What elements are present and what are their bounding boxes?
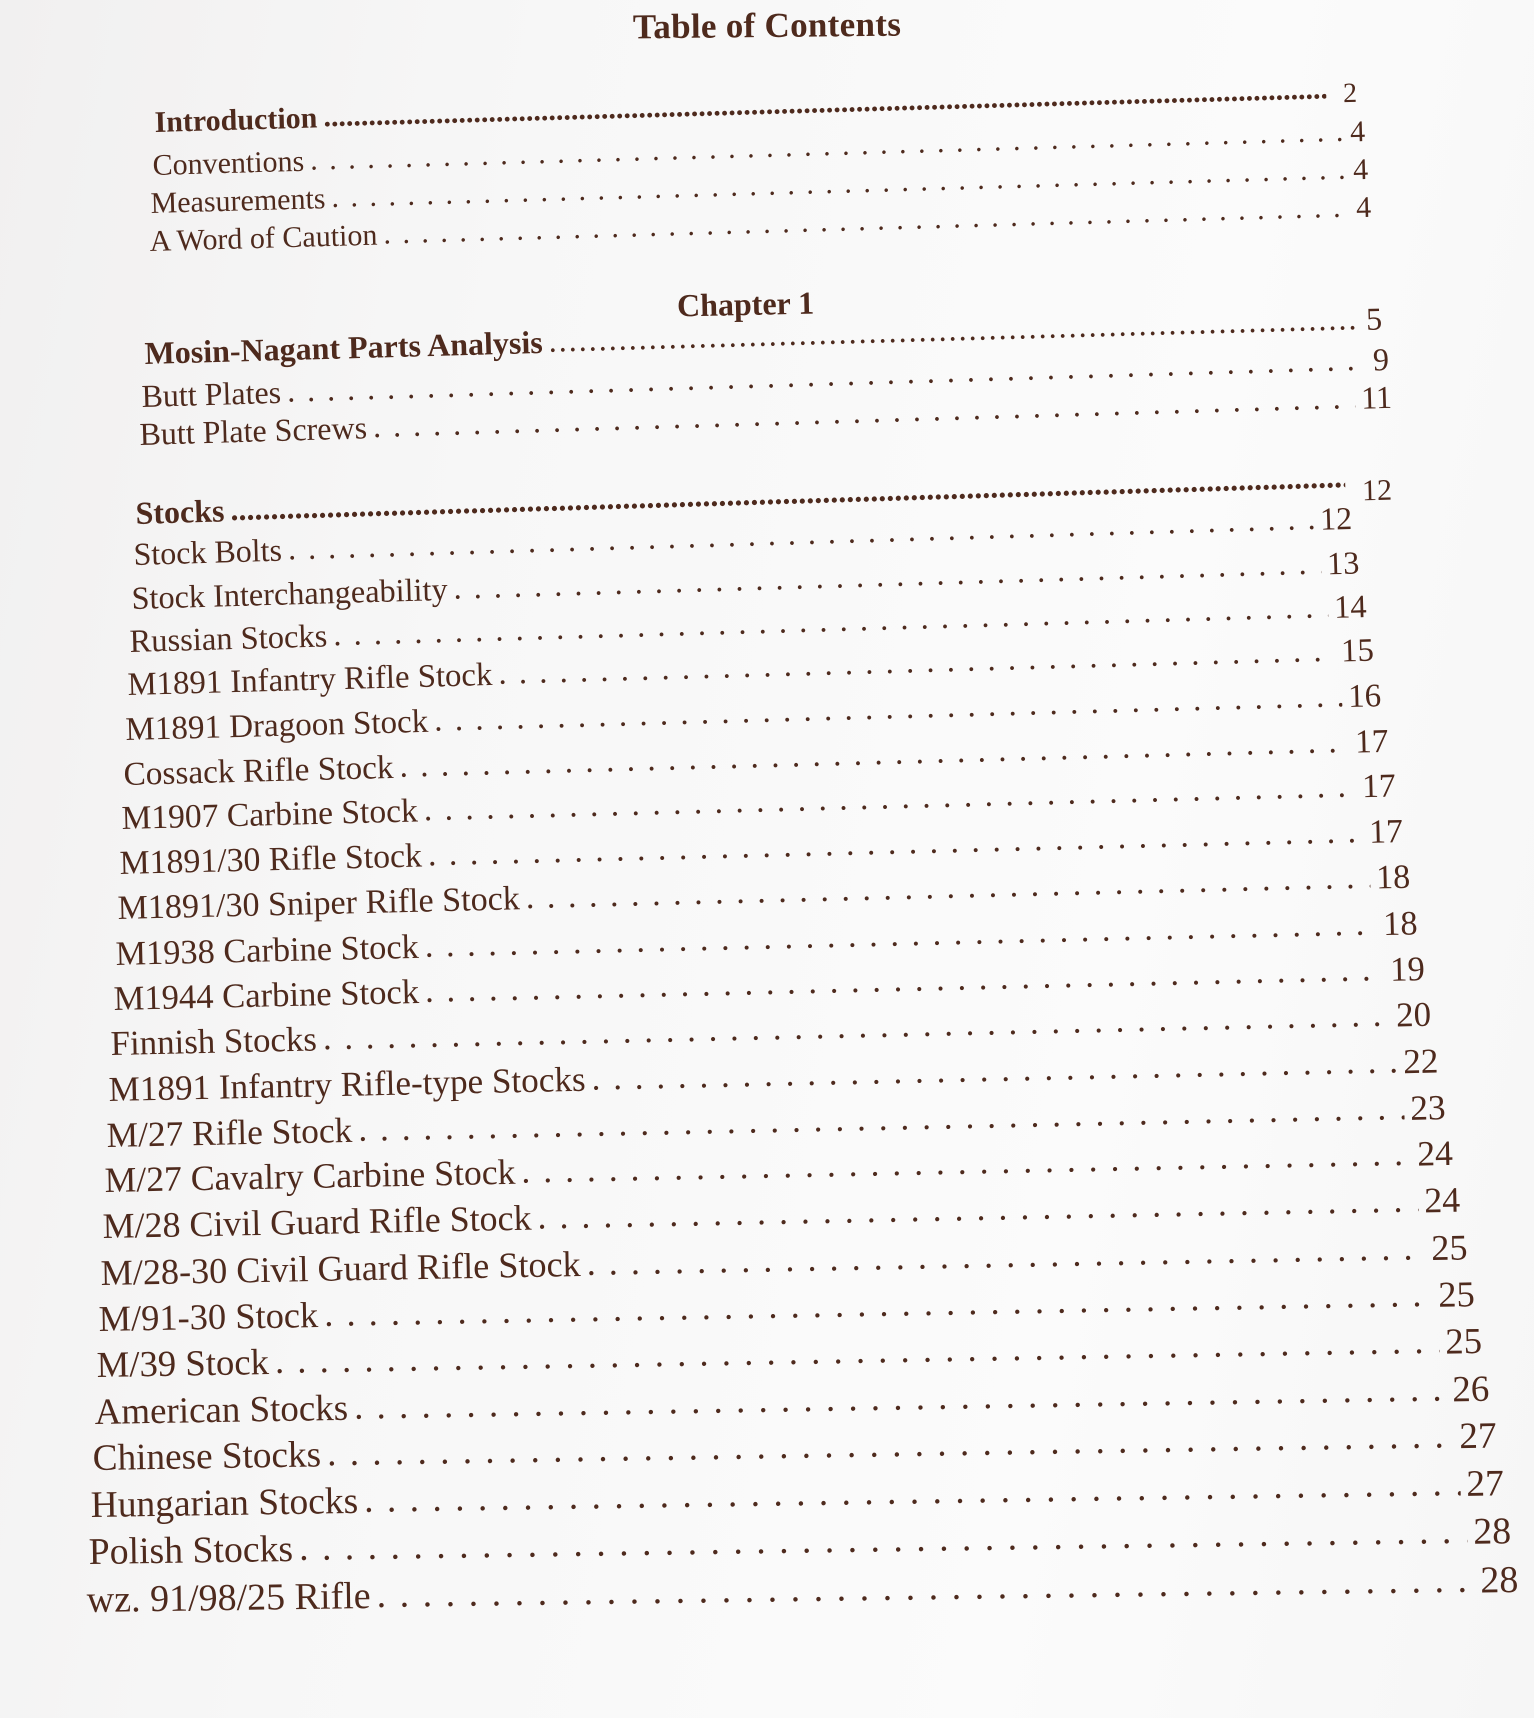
- introduction-page-number: 2: [1342, 77, 1358, 110]
- entry-page-number: 22: [1403, 1041, 1440, 1082]
- entry-label: M1891/30 Rifle Stock: [118, 837, 423, 882]
- entry-label: American Stocks: [94, 1386, 349, 1432]
- toc-entry: [86, 1558, 1519, 1621]
- entry-page-number: 14: [1333, 588, 1367, 626]
- dot-leader: [327, 1417, 1454, 1472]
- chapter-label: Chapter 1: [676, 284, 815, 324]
- entry-label: M1891 Dragoon Stock: [124, 703, 429, 748]
- entry-page-number: 23: [1410, 1086, 1447, 1128]
- entry-page-number: 27: [1458, 1415, 1497, 1458]
- entry-page-number: 4: [1349, 115, 1366, 149]
- entry-page-number: 27: [1465, 1463, 1505, 1505]
- entry-label: M/27 Cavalry Carbine Stock: [104, 1151, 517, 1201]
- entry-page-number: 25: [1438, 1274, 1476, 1315]
- entry-page-number: 12: [1319, 499, 1353, 537]
- entry-page-number: 17: [1354, 722, 1389, 761]
- entry-page-number: 28: [1479, 1558, 1519, 1602]
- entry-label: Polish Stocks: [88, 1527, 294, 1573]
- entry-label: Hungarian Stocks: [90, 1480, 359, 1526]
- dot-leader: [364, 1465, 1461, 1519]
- heading-page-number: 5: [1365, 300, 1383, 337]
- stocks-page-number: 12: [1361, 473, 1393, 508]
- dot-leader: [354, 1370, 1447, 1425]
- page-title: Table of Contents: [632, 4, 902, 47]
- entry-page-number: 28: [1472, 1509, 1512, 1553]
- dot-leader: [592, 1043, 1398, 1095]
- entry-label: A Word of Caution: [149, 218, 378, 258]
- entry-page-number: 19: [1389, 949, 1425, 989]
- entry-label: Finnish Stocks: [110, 1019, 318, 1063]
- dot-leader: [275, 1323, 1440, 1380]
- entry-label: M/27 Rifle Stock: [106, 1109, 353, 1155]
- entry-page-number: 24: [1417, 1133, 1454, 1174]
- entry-page-number: 4: [1352, 153, 1369, 187]
- entry-page-number: 26: [1452, 1367, 1490, 1410]
- entry-label: Cossack Rifle Stock: [122, 748, 394, 793]
- entry-label: Measurements: [150, 182, 326, 220]
- entry-label: M1891/30 Sniper Rifle Stock: [116, 879, 520, 927]
- dot-leader: [525, 860, 1370, 915]
- entry-page-number: 18: [1375, 858, 1411, 897]
- entry-label: M1891 Infantry Rifle-type Stocks: [108, 1059, 587, 1110]
- entry-label: M/91-30 Stock: [98, 1295, 319, 1340]
- entry-page-number: 16: [1347, 677, 1382, 715]
- entry-label: Stock Interchangeability: [130, 570, 448, 616]
- heading-label: Stocks: [134, 492, 225, 531]
- entry-page-number: 15: [1340, 633, 1375, 670]
- entry-label: Russian Stocks: [128, 617, 328, 660]
- dot-leader: [376, 1560, 1474, 1613]
- entry-label: M1944 Carbine Stock: [112, 972, 420, 1018]
- entry-label: Stock Bolts: [132, 531, 283, 572]
- entry-label: M1938 Carbine Stock: [114, 927, 419, 973]
- entry-label: Butt Plates: [140, 373, 282, 414]
- entry-label: Butt Plate Screws: [138, 409, 368, 452]
- entry-label: M1907 Carbine Stock: [120, 792, 418, 838]
- entry-page-number: 4: [1355, 190, 1372, 225]
- heading-label: Introduction: [154, 101, 318, 139]
- entry-page-number: 20: [1396, 994, 1432, 1035]
- entry-label: Conventions: [152, 144, 305, 182]
- entry-page-number: 25: [1445, 1320, 1483, 1362]
- entry-label: M/28-30 Civil Guard Rifle Stock: [100, 1243, 582, 1293]
- entry-page-number: 17: [1368, 812, 1404, 851]
- entry-page-number: 11: [1360, 378, 1393, 416]
- entry-page-number: 17: [1361, 767, 1396, 806]
- entry-label: M1891 Infantry Rifle Stock: [126, 657, 493, 704]
- dot-leader: [521, 1136, 1412, 1190]
- heading-label: Mosin-Nagant Parts Analysis: [144, 323, 544, 371]
- entry-page-number: 24: [1424, 1179, 1461, 1221]
- dot-leader: [299, 1513, 1468, 1568]
- entry-label: M/39 Stock: [96, 1341, 270, 1386]
- entry-label: M/28 Civil Guard Rifle Stock: [102, 1197, 533, 1246]
- entry-label: wz. 91/98/25 Rifle: [86, 1574, 371, 1621]
- entry-page-number: 18: [1382, 903, 1418, 943]
- entry-page-number: 13: [1326, 544, 1360, 582]
- entry-page-number: 25: [1431, 1227, 1468, 1269]
- entry-page-number: 9: [1372, 340, 1390, 378]
- dot-leader: [586, 1229, 1425, 1281]
- entry-label: Chinese Stocks: [92, 1434, 322, 1480]
- dot-leader: [537, 1182, 1419, 1235]
